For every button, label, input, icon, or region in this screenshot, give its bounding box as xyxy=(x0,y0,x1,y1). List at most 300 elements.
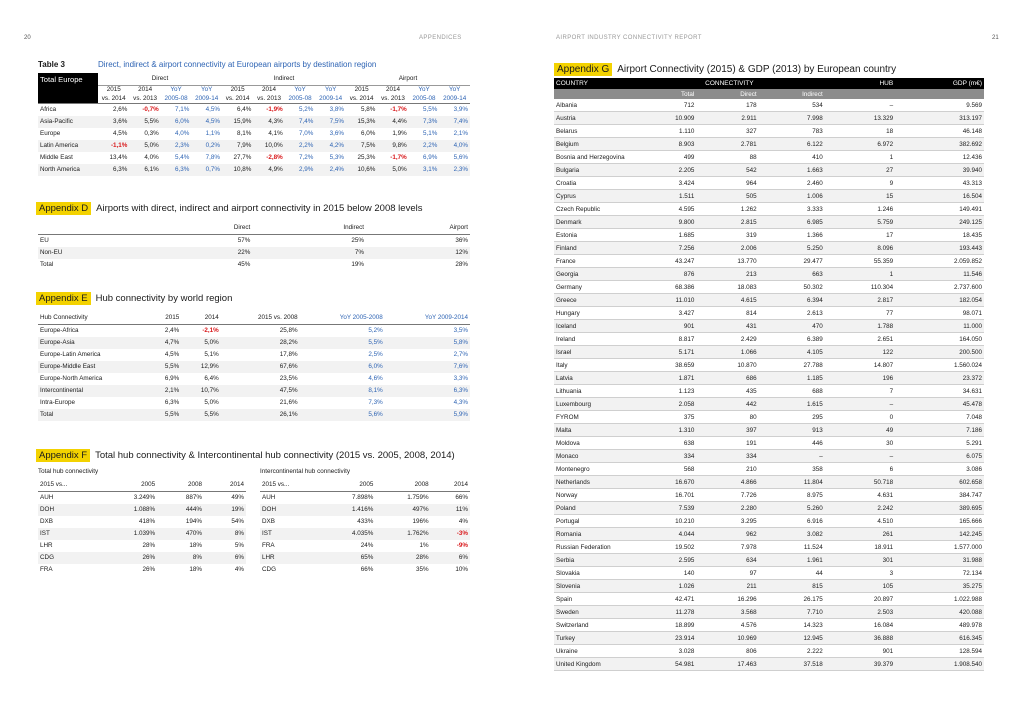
table-cell: 18 xyxy=(825,125,895,138)
table-cell: 1.039% xyxy=(98,528,157,540)
table-cell: 3,6% xyxy=(98,116,129,128)
table-cell: 30 xyxy=(825,437,895,450)
country-name: Israel xyxy=(554,346,634,359)
row-label: Intra-Europe xyxy=(40,399,76,406)
table-cell: 3,1% xyxy=(409,164,440,176)
table-cell: 1.663 xyxy=(759,164,825,177)
table-cell: 1.246 xyxy=(825,203,895,216)
table-row xyxy=(554,164,984,177)
table-cell: 913 xyxy=(759,424,825,437)
table-cell: 1.788 xyxy=(825,320,895,333)
table-cell: 327 xyxy=(696,125,758,138)
table-cell: 2,3% xyxy=(439,164,470,176)
table-cell: 1.366 xyxy=(759,229,825,242)
table3-subhead: 2005-08 xyxy=(412,94,436,102)
row-label: Non-EU xyxy=(38,247,158,259)
column-header: 2015 vs. 2008 xyxy=(258,313,298,321)
column-header: Airport xyxy=(449,224,468,232)
table-cell: 2.781 xyxy=(696,138,758,151)
table-cell: 50.718 xyxy=(825,476,895,489)
country-name: Turkey xyxy=(554,632,634,645)
table-cell: 182.054 xyxy=(895,294,984,307)
table-cell: 7.726 xyxy=(696,489,758,502)
column-header: YoY 2005-2008 xyxy=(339,313,383,321)
row-label: FRA xyxy=(40,566,53,573)
table-cell: 38.659 xyxy=(634,359,696,372)
table3-subhead: vs. 2014 xyxy=(101,94,126,102)
table-cell: 46.148 xyxy=(895,125,984,138)
table-row xyxy=(38,552,246,564)
table-cell: 213 xyxy=(696,268,758,281)
table-row xyxy=(38,152,470,164)
table-cell: 44 xyxy=(759,567,825,580)
table-cell: 18.899 xyxy=(634,619,696,632)
country-name: United Kingdom xyxy=(554,658,634,671)
g-head-hub: HUB xyxy=(825,78,895,89)
table-cell: 196 xyxy=(825,372,895,385)
table-cell: 5,0% xyxy=(181,337,221,349)
table-cell: 4,5% xyxy=(164,351,180,358)
table3-subhead: vs. 2013 xyxy=(257,94,281,102)
table-cell: 7 xyxy=(825,385,895,398)
table-cell: 2,7% xyxy=(453,351,468,358)
row-label: CDG xyxy=(262,566,276,573)
table-cell: 1.762% xyxy=(375,528,430,540)
table-cell: 634 xyxy=(696,554,758,567)
table-row xyxy=(38,140,470,152)
appendix-d-tag: Appendix D xyxy=(36,202,91,215)
table-cell: 16.504 xyxy=(895,190,984,203)
table-cell: 6,3% xyxy=(385,385,470,397)
table-cell: 1.123 xyxy=(634,385,696,398)
table-row xyxy=(554,359,984,372)
country-name: Albania xyxy=(554,99,634,112)
table3-subhead: 2009-14 xyxy=(319,94,343,102)
table-cell: 10.210 xyxy=(634,515,696,528)
table-cell: 4% xyxy=(234,566,244,573)
table-cell: 37.518 xyxy=(759,658,825,671)
table-cell: 97 xyxy=(696,567,758,580)
table-cell: 1.185 xyxy=(759,372,825,385)
country-name: Norway xyxy=(554,489,634,502)
table-cell: 3.086 xyxy=(895,463,984,476)
table-cell: 149.491 xyxy=(895,203,984,216)
appendix-f-tag: Appendix F xyxy=(36,449,90,462)
table-cell: 66% xyxy=(360,566,374,573)
table-cell: 11.804 xyxy=(759,476,825,489)
table-cell: 10.969 xyxy=(696,632,758,645)
table-cell: 31.988 xyxy=(895,554,984,567)
table-cell: 12% xyxy=(366,247,470,259)
table-row xyxy=(554,476,984,489)
table-cell: 2.460 xyxy=(759,177,825,190)
country-name: Serbia xyxy=(554,554,634,567)
table-cell: 47,5% xyxy=(221,385,300,397)
appendix-g-tag: Appendix G xyxy=(554,63,612,76)
table-cell: 5,0% xyxy=(129,140,160,152)
table3-title: Direct, indirect & airport connectivity at European airports by destination region xyxy=(98,60,377,69)
table-cell: 6% xyxy=(431,552,470,564)
table-cell: 178 xyxy=(696,99,758,112)
table-cell: 11.278 xyxy=(634,606,696,619)
table-cell: 4,0% xyxy=(439,140,470,152)
column-header: 2014 xyxy=(204,313,219,321)
table-cell: 5.260 xyxy=(759,502,825,515)
table-row xyxy=(554,125,984,138)
table-cell: 5,0% xyxy=(377,164,408,176)
table-cell: 1.511 xyxy=(634,190,696,203)
row-label: Middle East xyxy=(40,154,73,161)
table3-caption xyxy=(38,60,376,69)
table-cell: 688 xyxy=(759,385,825,398)
table-cell: 397 xyxy=(696,424,758,437)
table-cell: 1% xyxy=(419,542,429,549)
table-cell: 783 xyxy=(759,125,825,138)
table-cell: 1.615 xyxy=(759,398,825,411)
table3-subhead: 2014 xyxy=(386,86,401,94)
table-cell: 3.295 xyxy=(696,515,758,528)
table-cell: 6.122 xyxy=(759,138,825,151)
table-cell: 12,9% xyxy=(181,361,221,373)
table-cell: 26% xyxy=(142,566,156,573)
table-cell: 3.249% xyxy=(133,494,156,501)
table3-grid xyxy=(38,73,470,176)
table-cell: 13.329 xyxy=(825,112,895,125)
table-cell: 5,2% xyxy=(298,106,314,113)
table-row xyxy=(554,658,984,671)
table-cell: 1.560.024 xyxy=(895,359,984,372)
table-cell: 2,2% xyxy=(409,140,440,152)
table-cell: 4.866 xyxy=(696,476,758,489)
table-cell: 5,5% xyxy=(422,106,438,113)
table-cell: 3,8% xyxy=(329,106,344,113)
table-cell: 67,6% xyxy=(221,361,300,373)
table-cell: 4,0% xyxy=(175,130,190,137)
table-cell: 420.088 xyxy=(895,606,984,619)
table-cell: 2.205 xyxy=(634,164,696,177)
table3-subhead: vs. 2013 xyxy=(133,94,157,102)
table-cell: 21,6% xyxy=(279,399,298,406)
country-name: Russian Federation xyxy=(554,541,634,554)
table-cell: 193.443 xyxy=(895,242,984,255)
table-cell: 27,7% xyxy=(233,154,252,161)
table-cell: 4.035% xyxy=(320,528,375,540)
table-cell: 261 xyxy=(825,528,895,541)
table-cell: 7.710 xyxy=(759,606,825,619)
table-cell: 3.427 xyxy=(634,307,696,320)
table-cell: 7.998 xyxy=(759,112,825,125)
table-cell: 4,6% xyxy=(368,375,383,382)
table-cell: 3,6% xyxy=(329,130,344,137)
table-row xyxy=(38,540,246,552)
row-label: Africa xyxy=(40,106,57,113)
table-cell: 435 xyxy=(696,385,758,398)
table-cell: 28% xyxy=(375,552,430,564)
appendix-f-heading: Total hub connectivity & Intercontinental hub connectivity (2015 vs. 2005, 2008, 2014) xyxy=(95,450,455,461)
intercontinental-hub-label: Intercontinental hub connectivity xyxy=(260,468,350,475)
table-cell: 5,5% xyxy=(300,337,385,349)
table-cell: 10,8% xyxy=(222,164,253,176)
table-row xyxy=(38,128,470,140)
row-label: Intercontinental xyxy=(38,385,148,397)
table-cell: 876 xyxy=(634,268,696,281)
table-cell: 3.028 xyxy=(634,645,696,658)
row-label: EU xyxy=(40,237,49,244)
table3 xyxy=(38,73,470,176)
table-row xyxy=(554,281,984,294)
table-cell: 5% xyxy=(234,542,244,549)
table-cell: 6 xyxy=(825,463,895,476)
table-cell: 50.302 xyxy=(759,281,825,294)
table-cell: 806 xyxy=(696,645,758,658)
table-row xyxy=(38,361,470,373)
country-name: Moldova xyxy=(554,437,634,450)
table-row xyxy=(38,259,470,271)
g-head-total: Total xyxy=(634,89,696,99)
country-name: Slovakia xyxy=(554,567,634,580)
table-cell: 7,3% xyxy=(368,399,383,406)
country-name: Austria xyxy=(554,112,634,125)
table-cell: 2.058 xyxy=(634,398,696,411)
country-name: Monaco xyxy=(554,450,634,463)
table-cell: – xyxy=(825,450,895,463)
row-label: IST xyxy=(38,528,98,540)
table-cell: 5.291 xyxy=(895,437,984,450)
table-row xyxy=(554,268,984,281)
country-name: Georgia xyxy=(554,268,634,281)
table-cell: 26.175 xyxy=(759,593,825,606)
table-cell: 5,5% xyxy=(148,361,181,373)
country-name: Montenegro xyxy=(554,463,634,476)
table-cell: 382.692 xyxy=(895,138,984,151)
table-cell: 8.975 xyxy=(759,489,825,502)
page-number-left: 20 xyxy=(24,35,31,41)
table-cell: 410 xyxy=(759,151,825,164)
table-cell: 24% xyxy=(360,542,374,549)
table3-subhead: YoY xyxy=(448,86,461,94)
table-cell: 4.615 xyxy=(696,294,758,307)
table-cell: 3 xyxy=(825,567,895,580)
table-cell: 6,9% xyxy=(422,154,438,161)
table-cell: 2,1% xyxy=(453,130,468,137)
page-number-right: 21 xyxy=(992,35,999,41)
column-header: Direct xyxy=(233,224,251,232)
table-cell: 4,5% xyxy=(113,130,128,137)
table-cell: 39.940 xyxy=(895,164,984,177)
table-cell: 1.262 xyxy=(696,203,758,216)
table-cell: -1,1% xyxy=(98,140,129,152)
table-cell: 7,5% xyxy=(315,116,346,128)
row-label: IST xyxy=(260,528,320,540)
table-row xyxy=(554,567,984,580)
table-cell: 7.256 xyxy=(634,242,696,255)
row-label: DXB xyxy=(40,518,53,525)
table-cell: 15,9% xyxy=(222,116,253,128)
table-cell: 2,1% xyxy=(148,385,181,397)
table-row xyxy=(554,593,984,606)
table-cell: 3,9% xyxy=(453,106,468,113)
table-cell: 6.916 xyxy=(759,515,825,528)
table-cell: 712 xyxy=(634,99,696,112)
table-row xyxy=(38,516,246,528)
table-cell: 446 xyxy=(759,437,825,450)
table-cell: 9,8% xyxy=(377,140,408,152)
table-cell: 4,5% xyxy=(205,106,220,113)
row-label: Total xyxy=(40,261,54,268)
table-cell: 7,4% xyxy=(285,116,316,128)
table-cell: 11% xyxy=(431,504,470,516)
table-cell: 389.695 xyxy=(895,502,984,515)
table-row xyxy=(554,229,984,242)
row-label: Latin America xyxy=(38,140,98,152)
table-cell: 11.546 xyxy=(895,268,984,281)
table-row xyxy=(554,216,984,229)
table-cell: 8,1% xyxy=(300,385,385,397)
table-cell: 15 xyxy=(825,190,895,203)
table-cell: 5,9% xyxy=(385,409,470,421)
table-row xyxy=(554,346,984,359)
table-cell: 2.503 xyxy=(825,606,895,619)
table-cell: 2,4% xyxy=(315,164,346,176)
row-label: Europe-Africa xyxy=(40,327,79,334)
country-name: Iceland xyxy=(554,320,634,333)
g-head-gdp: GDP (m€) xyxy=(895,78,984,89)
table-cell: 5,0% xyxy=(204,399,219,406)
country-name: Germany xyxy=(554,281,634,294)
table-row xyxy=(38,397,470,409)
table-cell: 55.359 xyxy=(825,255,895,268)
country-name: Netherlands xyxy=(554,476,634,489)
row-label: Europe-Middle East xyxy=(38,361,148,373)
column-header: 2005 xyxy=(141,481,156,489)
table-row xyxy=(554,515,984,528)
table-cell: 43.247 xyxy=(634,255,696,268)
table3-subhead: 2015 xyxy=(106,86,121,94)
table-cell: 210 xyxy=(696,463,758,476)
table-cell: 14.807 xyxy=(825,359,895,372)
table-cell: 9.569 xyxy=(895,99,984,112)
running-header-right: AIRPORT INDUSTRY CONNECTIVITY REPORT xyxy=(556,35,702,41)
table-cell: 9.800 xyxy=(634,216,696,229)
table-row xyxy=(554,528,984,541)
appendix-d-heading: Airports with direct, indirect and airport connectivity in 2015 below 2008 levels xyxy=(96,203,423,214)
table-cell: 6.389 xyxy=(759,333,825,346)
table-cell: 14.323 xyxy=(759,619,825,632)
table-cell: 18% xyxy=(189,542,202,549)
table-row xyxy=(554,580,984,593)
table3-subhead: 2015 xyxy=(230,86,245,94)
table-cell: 4,4% xyxy=(377,116,408,128)
table-cell: 39.379 xyxy=(825,658,895,671)
table-cell: 165.666 xyxy=(895,515,984,528)
table3-subhead: YoY xyxy=(324,86,337,94)
table-cell: 34.631 xyxy=(895,385,984,398)
table-cell: 5.759 xyxy=(825,216,895,229)
table-cell: 313.197 xyxy=(895,112,984,125)
table-row xyxy=(38,373,470,385)
country-name: Bulgaria xyxy=(554,164,634,177)
table-row xyxy=(554,320,984,333)
table-cell: – xyxy=(825,99,895,112)
table-row xyxy=(554,463,984,476)
table-row xyxy=(554,138,984,151)
table-cell: 1 xyxy=(825,268,895,281)
table-cell: -1,7% xyxy=(390,106,407,113)
g-head-indirect: Indirect xyxy=(759,89,825,99)
column-header: 2014 xyxy=(453,481,468,489)
table-cell: 7.978 xyxy=(696,541,758,554)
table-cell: 375 xyxy=(634,411,696,424)
table-cell: 489.978 xyxy=(895,619,984,632)
column-header: 2005 xyxy=(359,481,374,489)
row-label: LHR xyxy=(40,542,53,549)
table3-subhead: vs. 2014 xyxy=(349,94,374,102)
table-cell: 6,9% xyxy=(164,375,180,382)
country-name: Denmark xyxy=(554,216,634,229)
table-cell: 66% xyxy=(455,494,468,501)
table-row xyxy=(554,255,984,268)
country-name: Malta xyxy=(554,424,634,437)
table-cell: 42.471 xyxy=(634,593,696,606)
table-cell: 4,3% xyxy=(253,116,284,128)
table-cell: 1.908.540 xyxy=(895,658,984,671)
table-cell: 6.985 xyxy=(759,216,825,229)
table-cell: 5,5% xyxy=(129,116,160,128)
table-cell: 5,6% xyxy=(300,409,385,421)
table-cell: 10,0% xyxy=(253,140,284,152)
table-cell: 3,5% xyxy=(453,327,468,334)
g-head-direct: Direct xyxy=(696,89,758,99)
table-cell: 1.310 xyxy=(634,424,696,437)
table-cell: 2.280 xyxy=(696,502,758,515)
table-cell: 18.435 xyxy=(895,229,984,242)
table-cell: 1.577.000 xyxy=(895,541,984,554)
table-cell: 17,8% xyxy=(279,351,298,358)
country-name: Luxembourg xyxy=(554,398,634,411)
country-name: Switzerland xyxy=(554,619,634,632)
table-cell: 2,3% xyxy=(161,140,192,152)
running-header-left: APPENDICES xyxy=(419,35,462,41)
table-row xyxy=(554,489,984,502)
row-label: Europe-North America xyxy=(40,375,103,382)
table-cell: 7.898% xyxy=(351,494,374,501)
table-cell: 2.242 xyxy=(825,502,895,515)
table-cell: 7,4% xyxy=(439,116,470,128)
table-cell: 442 xyxy=(696,398,758,411)
table-cell: 164.050 xyxy=(895,333,984,346)
table-row xyxy=(554,372,984,385)
table-cell: 72.134 xyxy=(895,567,984,580)
table-cell: 418% xyxy=(139,518,156,525)
country-name: Romania xyxy=(554,528,634,541)
country-name: Hungary xyxy=(554,307,634,320)
table-cell: 962 xyxy=(696,528,758,541)
table-cell: 0,7% xyxy=(191,164,222,176)
table-cell: 1.110 xyxy=(634,125,696,138)
table-cell: 26% xyxy=(98,552,157,564)
table-cell: 16.296 xyxy=(696,593,758,606)
table-cell: 4.044 xyxy=(634,528,696,541)
table3-group: Airport xyxy=(346,73,470,85)
table-cell: 5,1% xyxy=(204,351,219,358)
table-cell: -2,1% xyxy=(202,327,219,334)
table-cell: 8% xyxy=(204,528,246,540)
table-cell: 20.897 xyxy=(825,593,895,606)
table-cell: 54% xyxy=(231,518,244,525)
table-cell: 6,0% xyxy=(300,361,385,373)
table-cell: 2.222 xyxy=(759,645,825,658)
table-row xyxy=(554,554,984,567)
